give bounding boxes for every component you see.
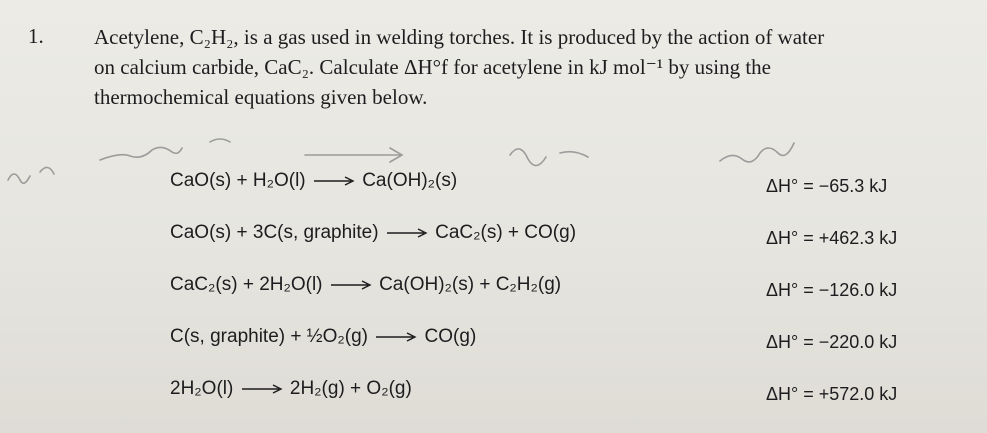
- reaction-reactants: 2H₂O(l): [170, 378, 234, 399]
- reaction: [170, 222, 576, 244]
- equation-row: [170, 222, 930, 254]
- enthalpy-value: ΔH° = −126.0 kJ: [766, 280, 898, 300]
- reaction-reactants: C(s, graphite) + ½O₂(g): [170, 326, 368, 347]
- reaction-products: Ca(OH)₂(s): [362, 170, 458, 191]
- enthalpy-value: ΔH° = −65.3 kJ: [766, 176, 888, 196]
- pencil-scribble-left: [0, 150, 90, 210]
- reaction-products: Ca(OH)₂(s) + C₂H₂(g): [379, 274, 562, 295]
- enthalpy-value: ΔH° = +572.0 kJ: [766, 384, 898, 404]
- reaction-reactants: CaC₂(s) + 2H₂O(l): [170, 274, 323, 295]
- reaction: [170, 326, 476, 348]
- pencil-scribble-middle: [90, 130, 280, 170]
- question-line-1: Acetylene, C₂H₂, is a gas used in welding torches. It is produced by the action of water: [94, 25, 825, 49]
- pencil-scribble-arrow: [300, 140, 420, 170]
- reaction-arrow-icon: [313, 175, 355, 187]
- question-number: 1.: [28, 24, 44, 48]
- question-text: [94, 22, 966, 112]
- reaction-reactants: CaO(s) + 3C(s, graphite): [170, 222, 379, 243]
- reaction-products: 2H₂(g) + O₂(g): [289, 378, 412, 399]
- question-line-2: on calcium carbide, CaC₂. Calculate ΔH°f for acetylene in kJ mol⁻¹ by using the: [94, 55, 771, 79]
- reaction: [170, 170, 457, 192]
- reaction-arrow-icon: [241, 383, 283, 395]
- reaction-reactants: CaO(s) + H₂O(l): [170, 170, 306, 191]
- question-line-3: thermochemical equations given below.: [94, 85, 428, 109]
- equation-row: [170, 326, 930, 358]
- reaction-products: CO(g): [424, 326, 477, 347]
- reaction: [170, 274, 561, 296]
- equation-row: [170, 170, 930, 202]
- enthalpy-value: ΔH° = −220.0 kJ: [766, 332, 898, 352]
- equation-row: [170, 274, 930, 306]
- enthalpy-value: ΔH° = +462.3 kJ: [766, 228, 898, 248]
- reaction-arrow-icon: [330, 279, 372, 291]
- reaction: [170, 378, 412, 400]
- equation-row: [170, 378, 930, 410]
- reaction-arrow-icon: [375, 331, 417, 343]
- reaction-products: CaC₂(s) + CO(g): [435, 222, 577, 243]
- reaction-arrow-icon: [386, 227, 428, 239]
